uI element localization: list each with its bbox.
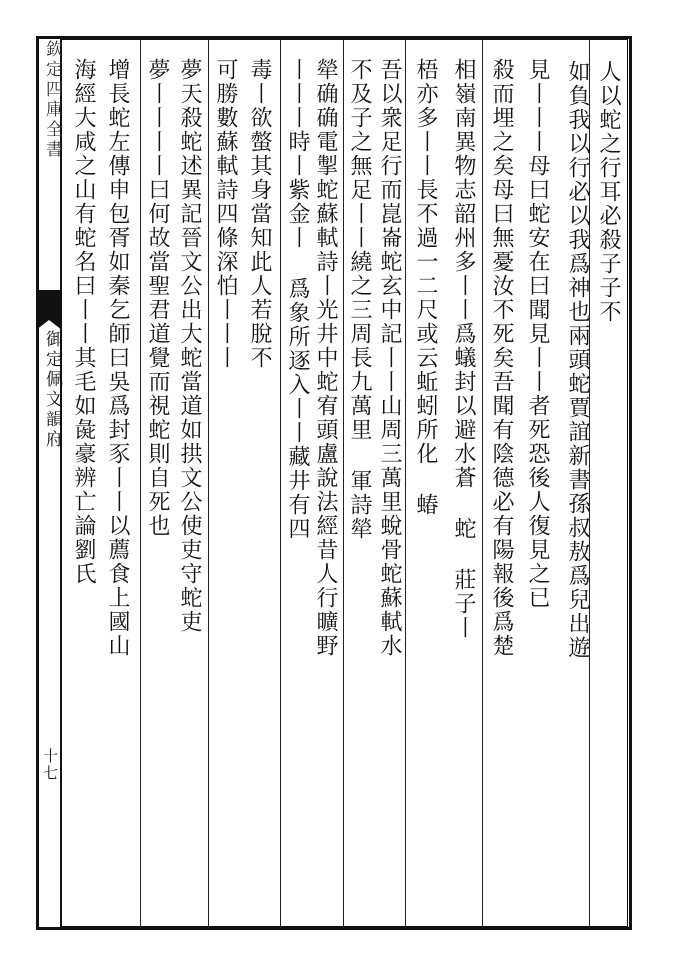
- margin-top-text: 欽定四庫全書: [42, 40, 62, 160]
- text-column-3: 見丨丨丨母曰蛇安在曰聞見丨丨者死恐後人復見之已: [525, 58, 550, 610]
- fishtail-notch: [36, 320, 62, 330]
- column-rule: [208, 40, 209, 926]
- column-rule: [405, 40, 406, 926]
- text-column-2: 如負我以行必以我爲神也兩頭蛇賈誼新書孫叔敖爲兒出遊: [565, 60, 590, 660]
- text-column-13: 夢天殺蛇述異記晉文公出大蛇當道如拱文公使吏守蛇吏: [177, 58, 202, 634]
- column-rule: [343, 40, 344, 926]
- text-column-15: 增長蛇左傳申包胥如秦乞師曰吳爲封豕丨丨以薦食上國山: [105, 58, 130, 658]
- margin-strip: [36, 36, 62, 930]
- column-rule: [280, 40, 281, 926]
- text-column-16: 海經大咸之山有蛇名曰丨丨其毛如彘豪辨亡論劉氏: [71, 58, 96, 586]
- text-column-4: 殺而埋之矣母曰無憂汝不死矣吾聞有陰德必有陽報後爲楚: [489, 58, 514, 658]
- folio-number: 十七: [41, 748, 59, 782]
- fishtail-mark: [36, 290, 62, 320]
- column-rule: [140, 40, 141, 926]
- column-rule: [482, 40, 483, 926]
- text-column-12: 可勝數蘇軾詩四條深怕丨丨丨: [213, 58, 238, 370]
- text-column-5: 相嶺南異物志韶州多丨丨爲蟻封以避水蒼 蛇 莊子丨: [451, 58, 476, 640]
- text-column-7: 吾以衆足行而崑崙蛇玄中記丨丨山周三萬里蛻骨蛇蘇軾水: [377, 58, 402, 658]
- margin-book-title: 御定佩文韻府: [42, 330, 62, 450]
- text-column-8: 不及子之無足丨丨繞之三周長九萬里 軍詩犖: [347, 58, 372, 541]
- text-column-14: 夢丨丨丨丨曰何故當聖君道覺而視蛇則自死也: [145, 58, 170, 538]
- text-column-10: 丨丨丨時丨紫金丨 爲象所逐入丨丨藏井有四: [285, 58, 310, 541]
- text-column-9: 犖确确電掣蛇蘇軾詩丨光井中蛇宥頭盧說法經昔人行曠野: [313, 58, 338, 658]
- text-column-6: 梧亦多丨丨長不過一二尺或云蚯蚓所化 蝽: [413, 58, 438, 517]
- text-column-1: 人以蛇之行耳必殺子子不: [596, 60, 621, 324]
- text-column-11: 毒丨欲螫其身當知此人若脫不: [247, 58, 272, 370]
